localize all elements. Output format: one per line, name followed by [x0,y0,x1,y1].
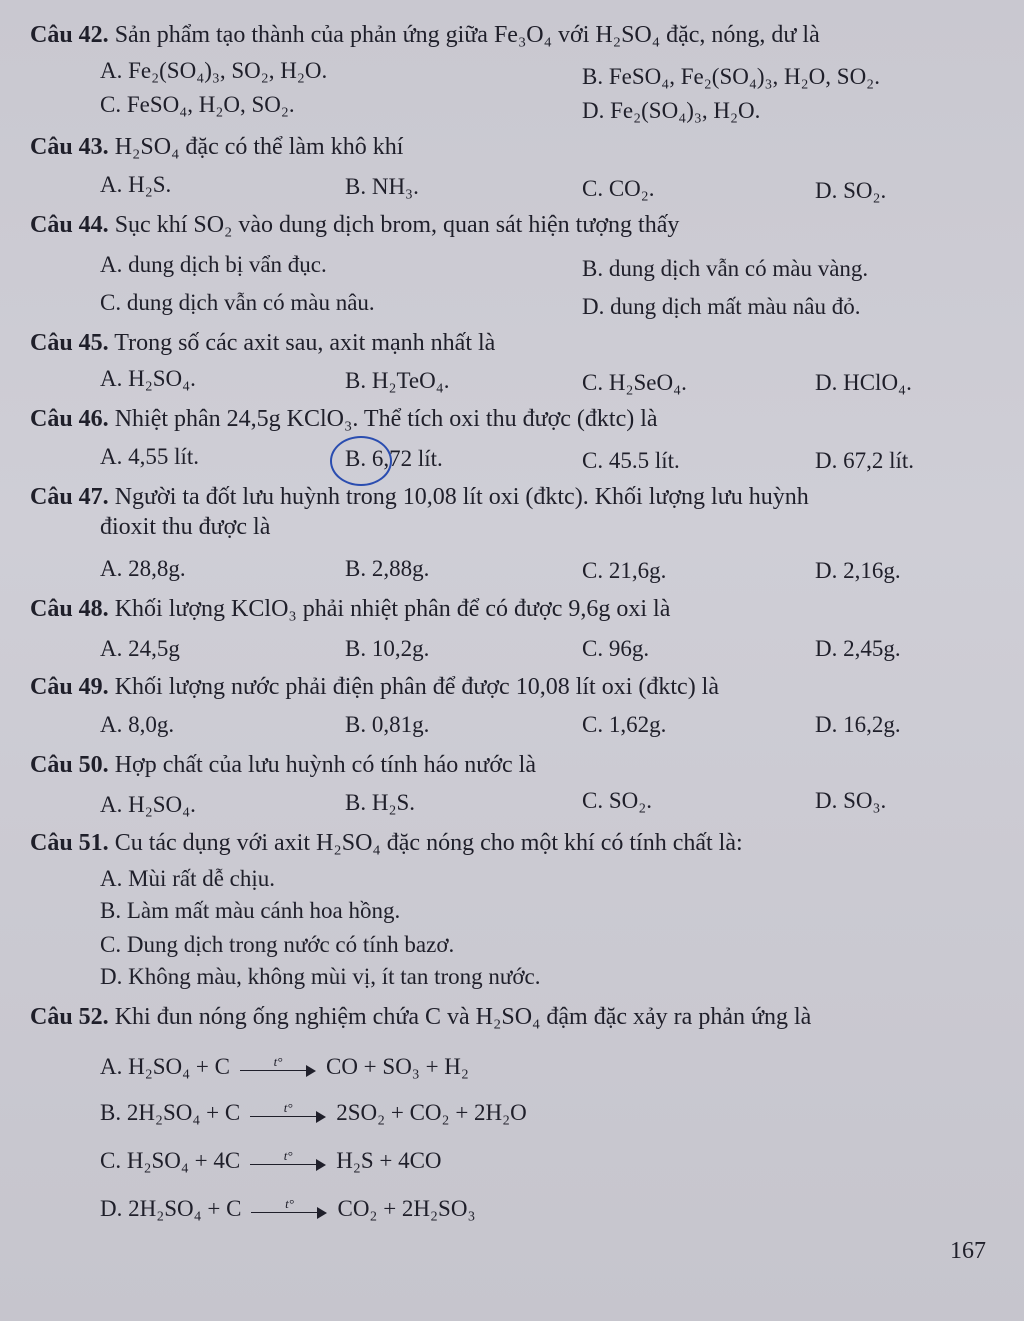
question-number: Câu 43. [30,134,109,160]
option-44a: A. dung dịch bị vẩn đục. [100,252,327,277]
option-42d: D. Fe₂(SO₄)₃, H₂O. [582,98,761,123]
option-43c: C. CO₂. [582,176,655,201]
question-number: Câu 48. [30,596,109,622]
option-50a: A. H₂SO₄. [100,792,196,817]
reaction-arrow-icon [240,1055,316,1079]
question-number: Câu 46. [30,406,109,432]
option-48b: B. 10,2g. [345,636,430,661]
question-number: Câu 44. [30,212,109,238]
question-47 [30,482,994,512]
option-46d: D. 67,2 lít. [815,448,915,473]
option-44b: B. dung dịch vẫn có màu vàng. [582,256,869,281]
option-45b: B. H₂TeO₄. [345,368,450,393]
question-number: Câu 52. [30,1004,109,1030]
question-text: Hợp chất của lưu huỳnh có tính háo nước là [114,752,536,778]
question-text: Nhiệt phân 24,5g KClO₃. Thể tích oxi thu được (đktc) là [114,406,658,432]
equation-left: B. 2H₂SO₄ + C [100,1100,241,1125]
option-48a: A. 24,5g [100,636,180,661]
question-text: Khối lượng nước phải điện phân để được 10,08 lít oxi (đktc) là [114,674,719,700]
option-42c: C. FeSO₄, H₂O, SO₂. [100,92,295,117]
question-text: Sản phẩm tạo thành của phản ứng giữa Fe₃O₄ với H₂SO₄ đặc, nóng, dư là [114,22,820,48]
option-46b: B. 6,72 lít. [345,446,443,471]
option-50b: B. H₂S. [345,790,416,815]
question-52 [30,1002,994,1032]
option-51a: A. Mùi rất dễ chịu. [100,866,276,891]
option-48c: C. 96g. [582,636,650,661]
question-46 [30,404,994,434]
equation-left: C. H₂SO₄ + 4C [100,1148,241,1173]
equation-left: D. 2H₂SO₄ + C [100,1196,242,1221]
option-47d: D. 2,16g. [815,558,901,583]
arrow-condition: t° [283,1148,293,1163]
question-text: Khi đun nóng ống nghiệm chứa C và H₂SO₄ đậm đặc xảy ra phản ứng là [114,1004,812,1030]
option-47b: B. 2,88g. [345,556,430,581]
equation-right: 2SO₂ + CO₂ + 2H₂O [336,1100,527,1125]
option-46c: C. 45.5 lít. [582,448,680,473]
question-49 [30,672,994,702]
page-number: 167 [950,1238,986,1264]
equation-right: CO₂ + 2H₂SO₃ [337,1196,476,1221]
question-number: Câu 50. [30,752,109,778]
option-51c: C. Dung dịch trong nước có tính bazơ. [100,932,455,957]
equation-52c [100,1146,442,1176]
option-50d: D. SO₃. [815,788,887,813]
option-49a: A. 8,0g. [100,712,175,737]
option-50c: C. SO₂. [582,788,653,813]
equation-52a [100,1052,469,1082]
equation-left: A. H₂SO₄ + C [100,1054,230,1079]
option-44d: D. dung dịch mất màu nâu đỏ. [582,294,861,319]
question-44 [30,210,994,240]
option-49d: D. 16,2g. [815,712,901,737]
option-45a: A. H₂SO₄. [100,366,196,391]
equation-right: CO + SO₃ + H₂ [325,1054,469,1079]
reaction-arrow-icon [250,1149,326,1173]
question-48 [30,594,994,624]
option-43a: A. H₂S. [100,172,172,197]
option-43b: B. NH₃. [345,174,419,199]
question-43 [30,132,994,162]
reaction-arrow-icon [250,1101,326,1125]
question-51 [30,828,994,858]
question-45 [30,328,994,358]
question-number: Câu 42. [30,22,109,48]
question-number: Câu 45. [30,330,109,356]
option-42b: B. FeSO₄, Fe₂(SO₄)₃, H₂O, SO₂. [582,64,880,89]
option-42a: A. Fe₂(SO₄)₃, SO₂, H₂O. [100,58,328,83]
equation-52b [100,1098,527,1128]
equation-right: H₂S + 4CO [336,1148,442,1173]
question-50 [30,750,994,780]
option-51d: D. Không màu, không mùi vị, ít tan trong nước. [100,964,541,989]
handwritten-answer-circle [330,436,392,486]
question-number: Câu 47. [30,484,109,510]
question-text: Cu tác dụng với axit H₂SO₄ đặc nóng cho một khí có tính chất là: [114,830,743,856]
question-text: Trong số các axit sau, axit mạnh nhất là [114,330,496,356]
option-45d: D. HClO₄. [815,370,912,395]
option-44c: C. dung dịch vẫn có màu nâu. [100,290,375,315]
arrow-condition: t° [283,1100,293,1115]
option-51b: B. Làm mất màu cánh hoa hồng. [100,898,401,923]
question-text: H₂SO₄ đặc có thể làm khô khí [114,134,404,160]
question-text: Người ta đốt lưu huỳnh trong 10,08 lít oxi (đktc). Khối lượng lưu huỳnh [114,484,809,510]
option-45c: C. H₂SeO₄. [582,370,687,395]
option-47c: C. 21,6g. [582,558,667,583]
option-47a: A. 28,8g. [100,556,186,581]
option-48d: D. 2,45g. [815,636,901,661]
question-47-line2: đioxit thu được là [100,514,271,540]
question-number: Câu 51. [30,830,109,856]
option-43d: D. SO₂. [815,178,887,203]
question-text: Khối lượng KClO₃ phải nhiệt phân để có được 9,6g oxi là [114,596,671,622]
option-49b: B. 0,81g. [345,712,430,737]
reaction-arrow-icon [251,1197,327,1221]
equation-52d [100,1194,475,1224]
arrow-condition: t° [273,1054,283,1069]
question-42 [30,20,994,50]
option-49c: C. 1,62g. [582,712,667,737]
arrow-condition: t° [285,1196,294,1211]
question-number: Câu 49. [30,674,109,700]
question-text: Sục khí SO₂ vào dung dịch brom, quan sát hiện tượng thấy [114,212,680,238]
option-46a: A. 4,55 lít. [100,444,200,469]
